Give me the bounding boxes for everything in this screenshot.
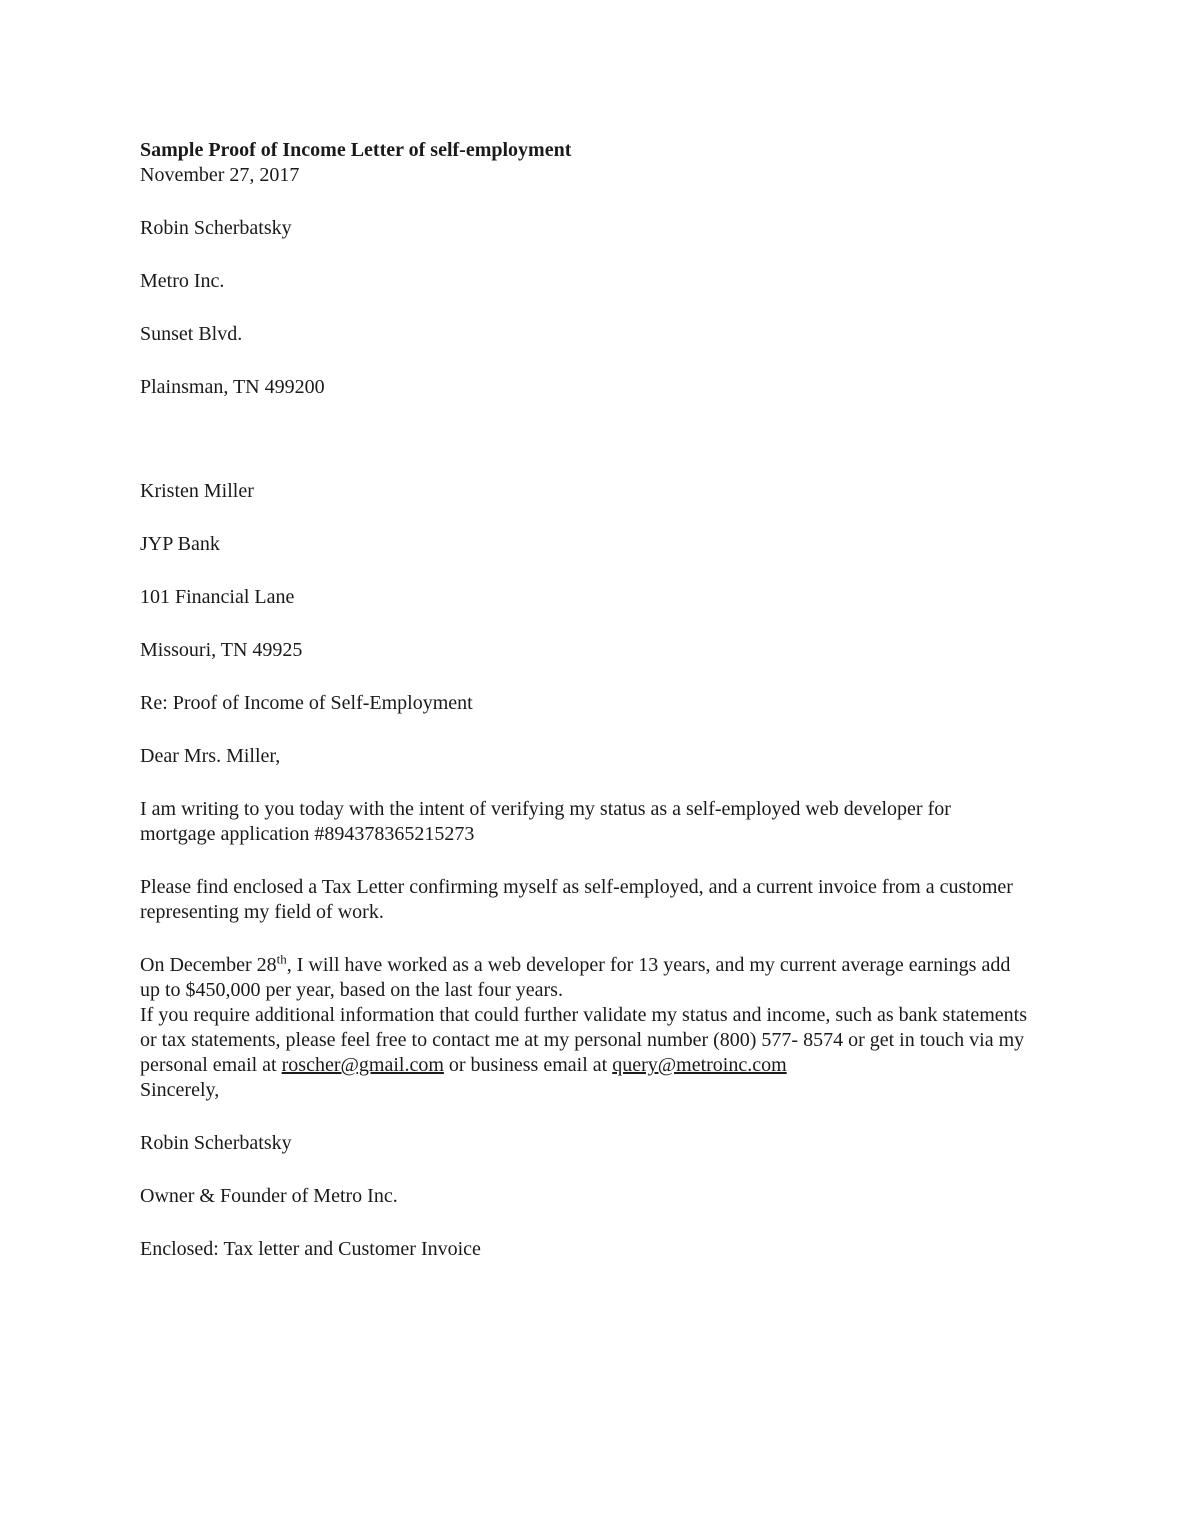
ordinal-suffix: th <box>276 951 287 967</box>
letter-date: November 27, 2017 <box>140 164 300 186</box>
signature-title: Owner & Founder of Metro Inc. <box>140 1185 398 1207</box>
paragraph-enclosed-docs-line-1: Please find enclosed a Tax Letter confirming myself as self-employed, and a current invoice from a customer <box>140 876 1013 898</box>
sender-name: Robin Scherbatsky <box>140 217 292 239</box>
paragraph-earnings-line-2: up to $450,000 per year, based on the last four years. <box>140 979 563 1001</box>
contact-line-3-mid: or business email at <box>443 1054 613 1076</box>
salutation: Dear Mrs. Miller, <box>140 745 281 767</box>
enclosure-note: Enclosed: Tax letter and Customer Invoice <box>140 1238 481 1260</box>
paragraph-enclosed-docs <box>140 875 1045 925</box>
closing: Sincerely, <box>140 1079 220 1101</box>
earnings-line-1-post: , I will have worked as a web developer for 13 years, and my current average earnings add <box>286 954 1011 976</box>
recipient-company: JYP Bank <box>140 533 220 555</box>
contact-line-3-pre: personal email at <box>140 1054 282 1076</box>
paragraph-enclosed-docs-line-2: representing my field of work. <box>140 901 384 923</box>
sender-company: Metro Inc. <box>140 270 225 292</box>
paragraph-contact-line-3 <box>140 1053 1045 1078</box>
earnings-line-1-pre: On December 28 <box>140 954 277 976</box>
recipient-street: 101 Financial Lane <box>140 586 295 608</box>
paragraph-contact-line-2: or tax statements, please feel free to contact me at my personal number (800) 577- 8574 or get in touch via my <box>140 1029 1025 1051</box>
paragraph-earnings-contact <box>140 953 1045 1103</box>
recipient-name: Kristen Miller <box>140 480 254 502</box>
sender-street: Sunset Blvd. <box>140 323 243 345</box>
paragraph-earnings-line-1 <box>140 953 1045 978</box>
paragraph-intent-line-2: mortgage application #894378365215273 <box>140 823 475 845</box>
personal-email-link[interactable]: roscher@gmail.com <box>281 1054 444 1076</box>
subject-line: Re: Proof of Income of Self-Employment <box>140 692 473 714</box>
paragraph-intent <box>140 797 1045 847</box>
recipient-city-state-zip: Missouri, TN 49925 <box>140 639 303 661</box>
paragraph-intent-line-1: I am writing to you today with the intent of verifying my status as a self-employed web developer for <box>140 798 951 820</box>
paragraph-contact-line-1: If you require additional information that could further validate my status and income, such as bank statements <box>140 1004 1027 1026</box>
business-email-link[interactable]: query@metroinc.com <box>612 1054 787 1076</box>
letter-header <box>140 138 1045 188</box>
letter-title: Sample Proof of Income Letter of self-employment <box>140 139 572 161</box>
signature-name: Robin Scherbatsky <box>140 1132 292 1154</box>
sender-city-state-zip: Plainsman, TN 499200 <box>140 376 325 398</box>
